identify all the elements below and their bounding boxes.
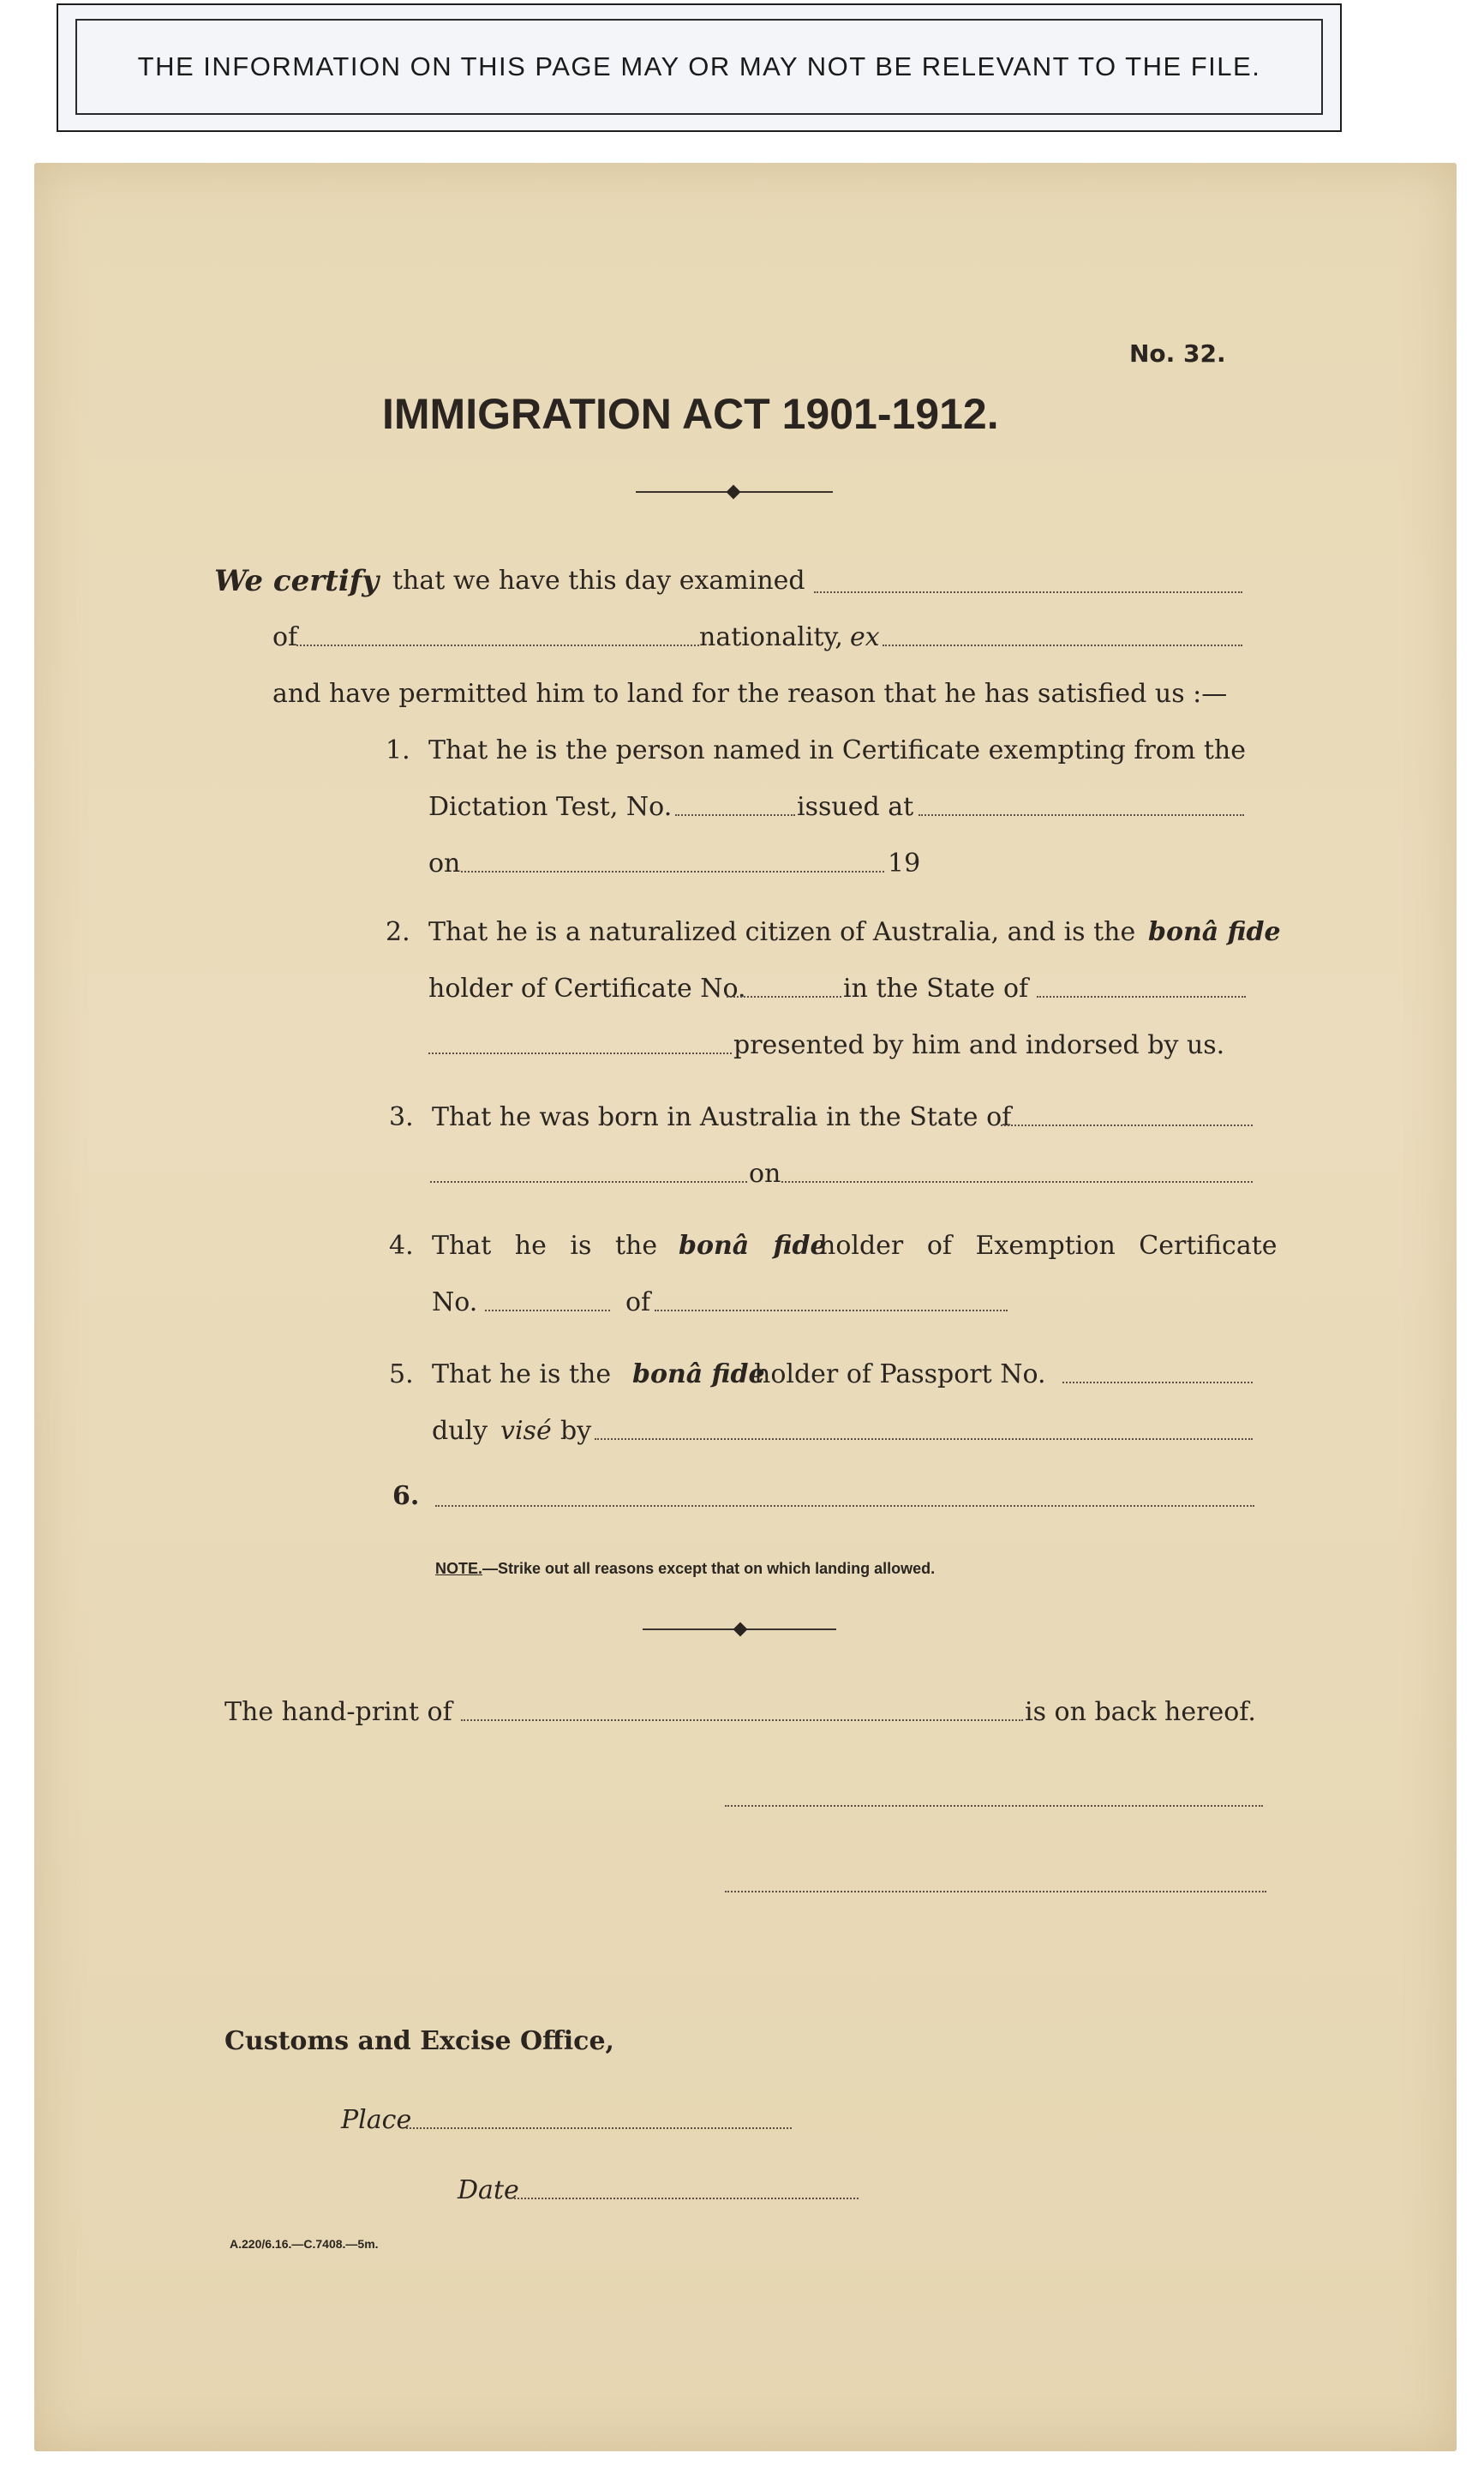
reason-2-text: That he is a naturalized citizen of Australia, and is the bbox=[428, 917, 1136, 947]
place-label: Place bbox=[341, 2105, 412, 2135]
dictation-test-label: Dictation Test, No. bbox=[428, 792, 673, 822]
born-on-label: on bbox=[749, 1159, 781, 1189]
disclaimer-box bbox=[57, 3, 1342, 132]
born-place-field[interactable] bbox=[430, 1181, 747, 1183]
nationality-label: nationality, bbox=[699, 622, 843, 652]
exemption-no-field[interactable] bbox=[485, 1310, 610, 1311]
reason-1-text: That he is the person named in Certificate exempting from the bbox=[428, 735, 1246, 765]
year-19-label: 19 bbox=[888, 849, 921, 879]
examined-field[interactable] bbox=[814, 591, 1242, 593]
form-title: IMMIGRATION ACT 1901-1912. bbox=[382, 390, 999, 438]
reason-4-number: 4. bbox=[389, 1231, 414, 1261]
issued-at-label: issued at bbox=[797, 792, 914, 822]
examined-text: that we have this day examined bbox=[392, 566, 805, 596]
holder-cert-label: holder of Certificate No. bbox=[428, 974, 746, 1004]
nationality-field[interactable] bbox=[883, 645, 1242, 646]
born-state-field[interactable] bbox=[1001, 1125, 1253, 1126]
born-date-field[interactable] bbox=[781, 1181, 1253, 1183]
ex-label: ex bbox=[850, 622, 880, 652]
duly-label: duly bbox=[432, 1416, 488, 1446]
place-field[interactable] bbox=[406, 2127, 792, 2129]
reason-2-number: 2. bbox=[386, 917, 410, 947]
reason-6-number: 6. bbox=[392, 1481, 420, 1511]
vise-label: visé bbox=[500, 1416, 552, 1446]
reason-3-text: That he was born in Australia in the State of bbox=[432, 1102, 1012, 1132]
reason-6-field[interactable] bbox=[435, 1505, 1254, 1507]
passport-label: holder of Passport No. bbox=[754, 1359, 1046, 1389]
note bbox=[435, 1560, 935, 1578]
presented-text: presented by him and indorsed by us. bbox=[733, 1030, 1225, 1060]
reason-2-bona-fide: bonâ fide bbox=[1148, 917, 1281, 947]
handprint-label: The hand-print of bbox=[224, 1697, 452, 1727]
handprint-field[interactable] bbox=[461, 1719, 1023, 1721]
form-number: No. 32. bbox=[1129, 339, 1226, 368]
of-field[interactable] bbox=[296, 645, 699, 646]
handprint-back-text: is on back hereof. bbox=[1025, 1697, 1256, 1727]
vise-by-field[interactable] bbox=[595, 1438, 1253, 1440]
exemption-cert-label: holder of Exemption Certificate bbox=[819, 1231, 1278, 1261]
permitted-text: and have permitted him to land for the reason that he has satisfied us :— bbox=[272, 679, 1228, 709]
signature-line-1[interactable] bbox=[725, 1805, 1263, 1807]
note-label: NOTE. bbox=[435, 1560, 483, 1577]
issued-at-field[interactable] bbox=[919, 814, 1244, 816]
passport-no-field[interactable] bbox=[1062, 1382, 1253, 1383]
reason-5-text: That he is the bbox=[432, 1359, 612, 1389]
dictation-no-field[interactable] bbox=[675, 814, 795, 816]
immigration-form bbox=[34, 163, 1457, 2451]
reason-3-number: 3. bbox=[389, 1102, 414, 1132]
reason-5-bona-fide: bonâ fide bbox=[632, 1359, 765, 1389]
date-label: Date bbox=[458, 2175, 519, 2205]
we-certify-label: We certify bbox=[214, 564, 380, 598]
of-label: of bbox=[272, 622, 298, 652]
certificate-no-field[interactable] bbox=[727, 996, 841, 998]
on-label: on bbox=[428, 849, 461, 879]
customs-office-label: Customs and Excise Office, bbox=[224, 2026, 614, 2056]
state-field[interactable] bbox=[1037, 996, 1246, 998]
disclaimer-text: THE INFORMATION ON THIS PAGE MAY OR MAY NOT BE RELEVANT TO THE FILE. bbox=[75, 19, 1323, 115]
reason-4-text: That he is the bbox=[432, 1231, 658, 1261]
on-date-field[interactable] bbox=[461, 871, 884, 873]
reason-5-number: 5. bbox=[389, 1359, 414, 1389]
exemption-no-label: No. bbox=[432, 1287, 478, 1317]
by-label: by bbox=[560, 1416, 592, 1446]
reason-1-number: 1. bbox=[386, 735, 410, 765]
print-code: A.220/6.16.—C.7408.—5m. bbox=[230, 2237, 379, 2251]
note-text: —Strike out all reasons except that on which landing allowed. bbox=[482, 1560, 936, 1577]
exemption-of-field[interactable] bbox=[655, 1310, 1008, 1311]
in-state-label: in the State of bbox=[843, 974, 1029, 1004]
exemption-of-label: of bbox=[625, 1287, 651, 1317]
presented-field[interactable] bbox=[428, 1053, 732, 1054]
date-field[interactable] bbox=[514, 2198, 859, 2199]
signature-line-2[interactable] bbox=[725, 1891, 1266, 1892]
reason-4-bona-fide: bonâ fide bbox=[679, 1231, 827, 1261]
